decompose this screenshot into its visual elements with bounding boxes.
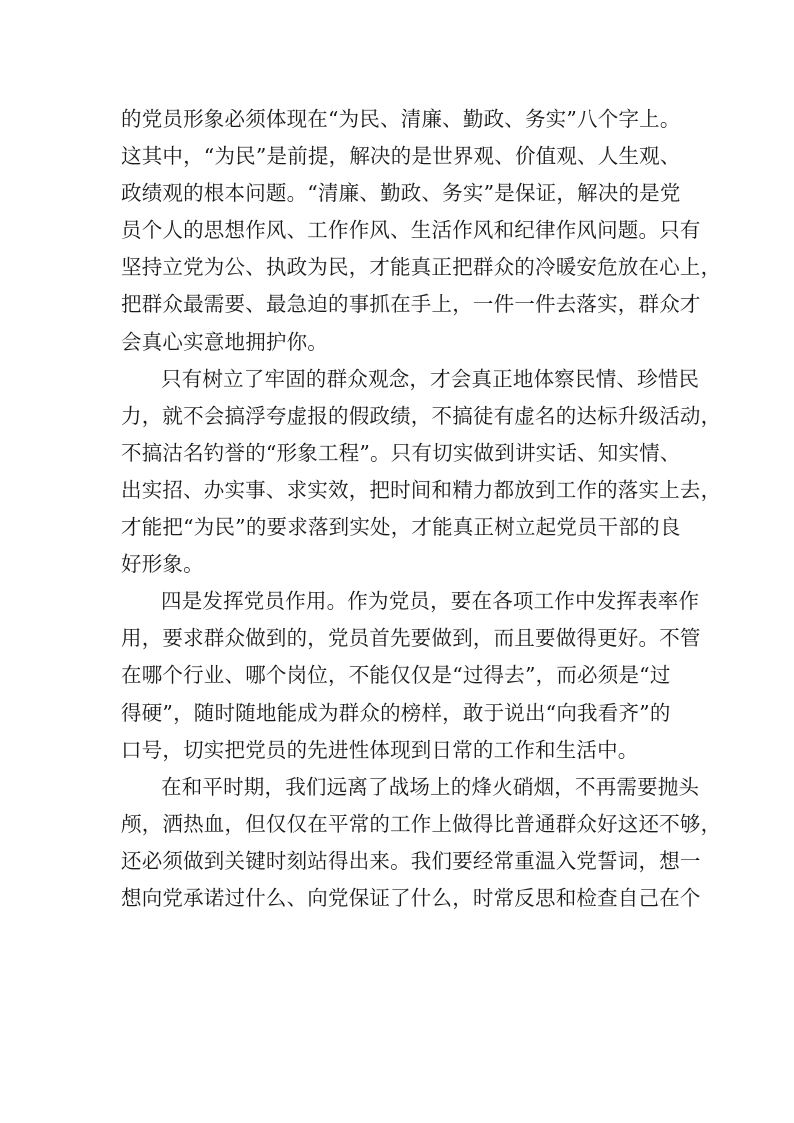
paragraph-1	[121, 101, 722, 361]
text-line: 颅，洒热血，但仅仅在平常的工作上做得比普通群众好这还不够，	[121, 811, 722, 836]
paragraph-4	[121, 769, 722, 917]
text-line: 还必须做到关键时刻站得出来。我们要经常重温入党誓词，想一	[121, 848, 701, 873]
text-line: 把群众最需要、最急迫的事抓在手上，一件一件去落实，群众才	[121, 292, 701, 317]
paragraph-2	[121, 361, 722, 584]
text-line: 的党员形象必须体现在“为民、清廉、勤政、务实”八个字上。	[121, 107, 681, 131]
document-body	[121, 101, 722, 917]
text-line: 在哪个行业、哪个岗位，不能仅仅是“过得去”，而必须是“过	[121, 663, 671, 688]
text-line: 坚持立党为公、执政为民，才能真正把群众的冷暖安危放在心上，	[121, 255, 722, 280]
paragraph-3	[121, 583, 701, 768]
text-line: 四是发挥党员作用。作为党员，要在各项工作中发挥表率作	[161, 589, 700, 614]
text-line: 会真心实意地拥护你。	[121, 329, 328, 354]
text-line: 员个人的思想作风、工作作风、生活作风和纪律作风问题。只有	[121, 218, 701, 243]
text-line: 力，就不会搞浮夸虚报的假政绩，不搞徒有虚名的达标升级活动，	[121, 403, 722, 428]
text-line: 才能把“为民”的要求落到实处，才能真正树立起党员干部的良	[121, 515, 681, 540]
text-line: 好形象。	[121, 552, 204, 577]
text-line: 只有树立了牢固的群众观念，才会真正地体察民情、珍惜民	[161, 366, 700, 391]
text-line: 口号，切实把党员的先进性体现到日常的工作和生活中。	[121, 737, 639, 762]
text-line: 想向党承诺过什么、向党保证了什么，时常反思和检查自己在个	[121, 885, 701, 910]
text-line: 不搞沽名钓誉的“形象工程”。只有切实做到讲实话、知实情、	[121, 440, 681, 465]
text-line: 用，要求群众做到的，党员首先要做到，而且要做得更好。不管	[121, 626, 701, 651]
text-line: 出实招、办实事、求实效，把时间和精力都放到工作的落实上去，	[121, 477, 722, 502]
text-line: 在和平时期，我们远离了战场上的烽火硝烟，不再需要抛头	[161, 774, 700, 799]
text-line: 这其中，“为民”是前提，解决的是世界观、价值观、人生观、	[121, 144, 681, 169]
text-line: 政绩观的根本问题。“清廉、勤政、务实”是保证，解决的是党	[121, 181, 681, 206]
text-line: 得硬”，随时随地能成为群众的榜样，敢于说出“向我看齐”的	[121, 700, 671, 725]
